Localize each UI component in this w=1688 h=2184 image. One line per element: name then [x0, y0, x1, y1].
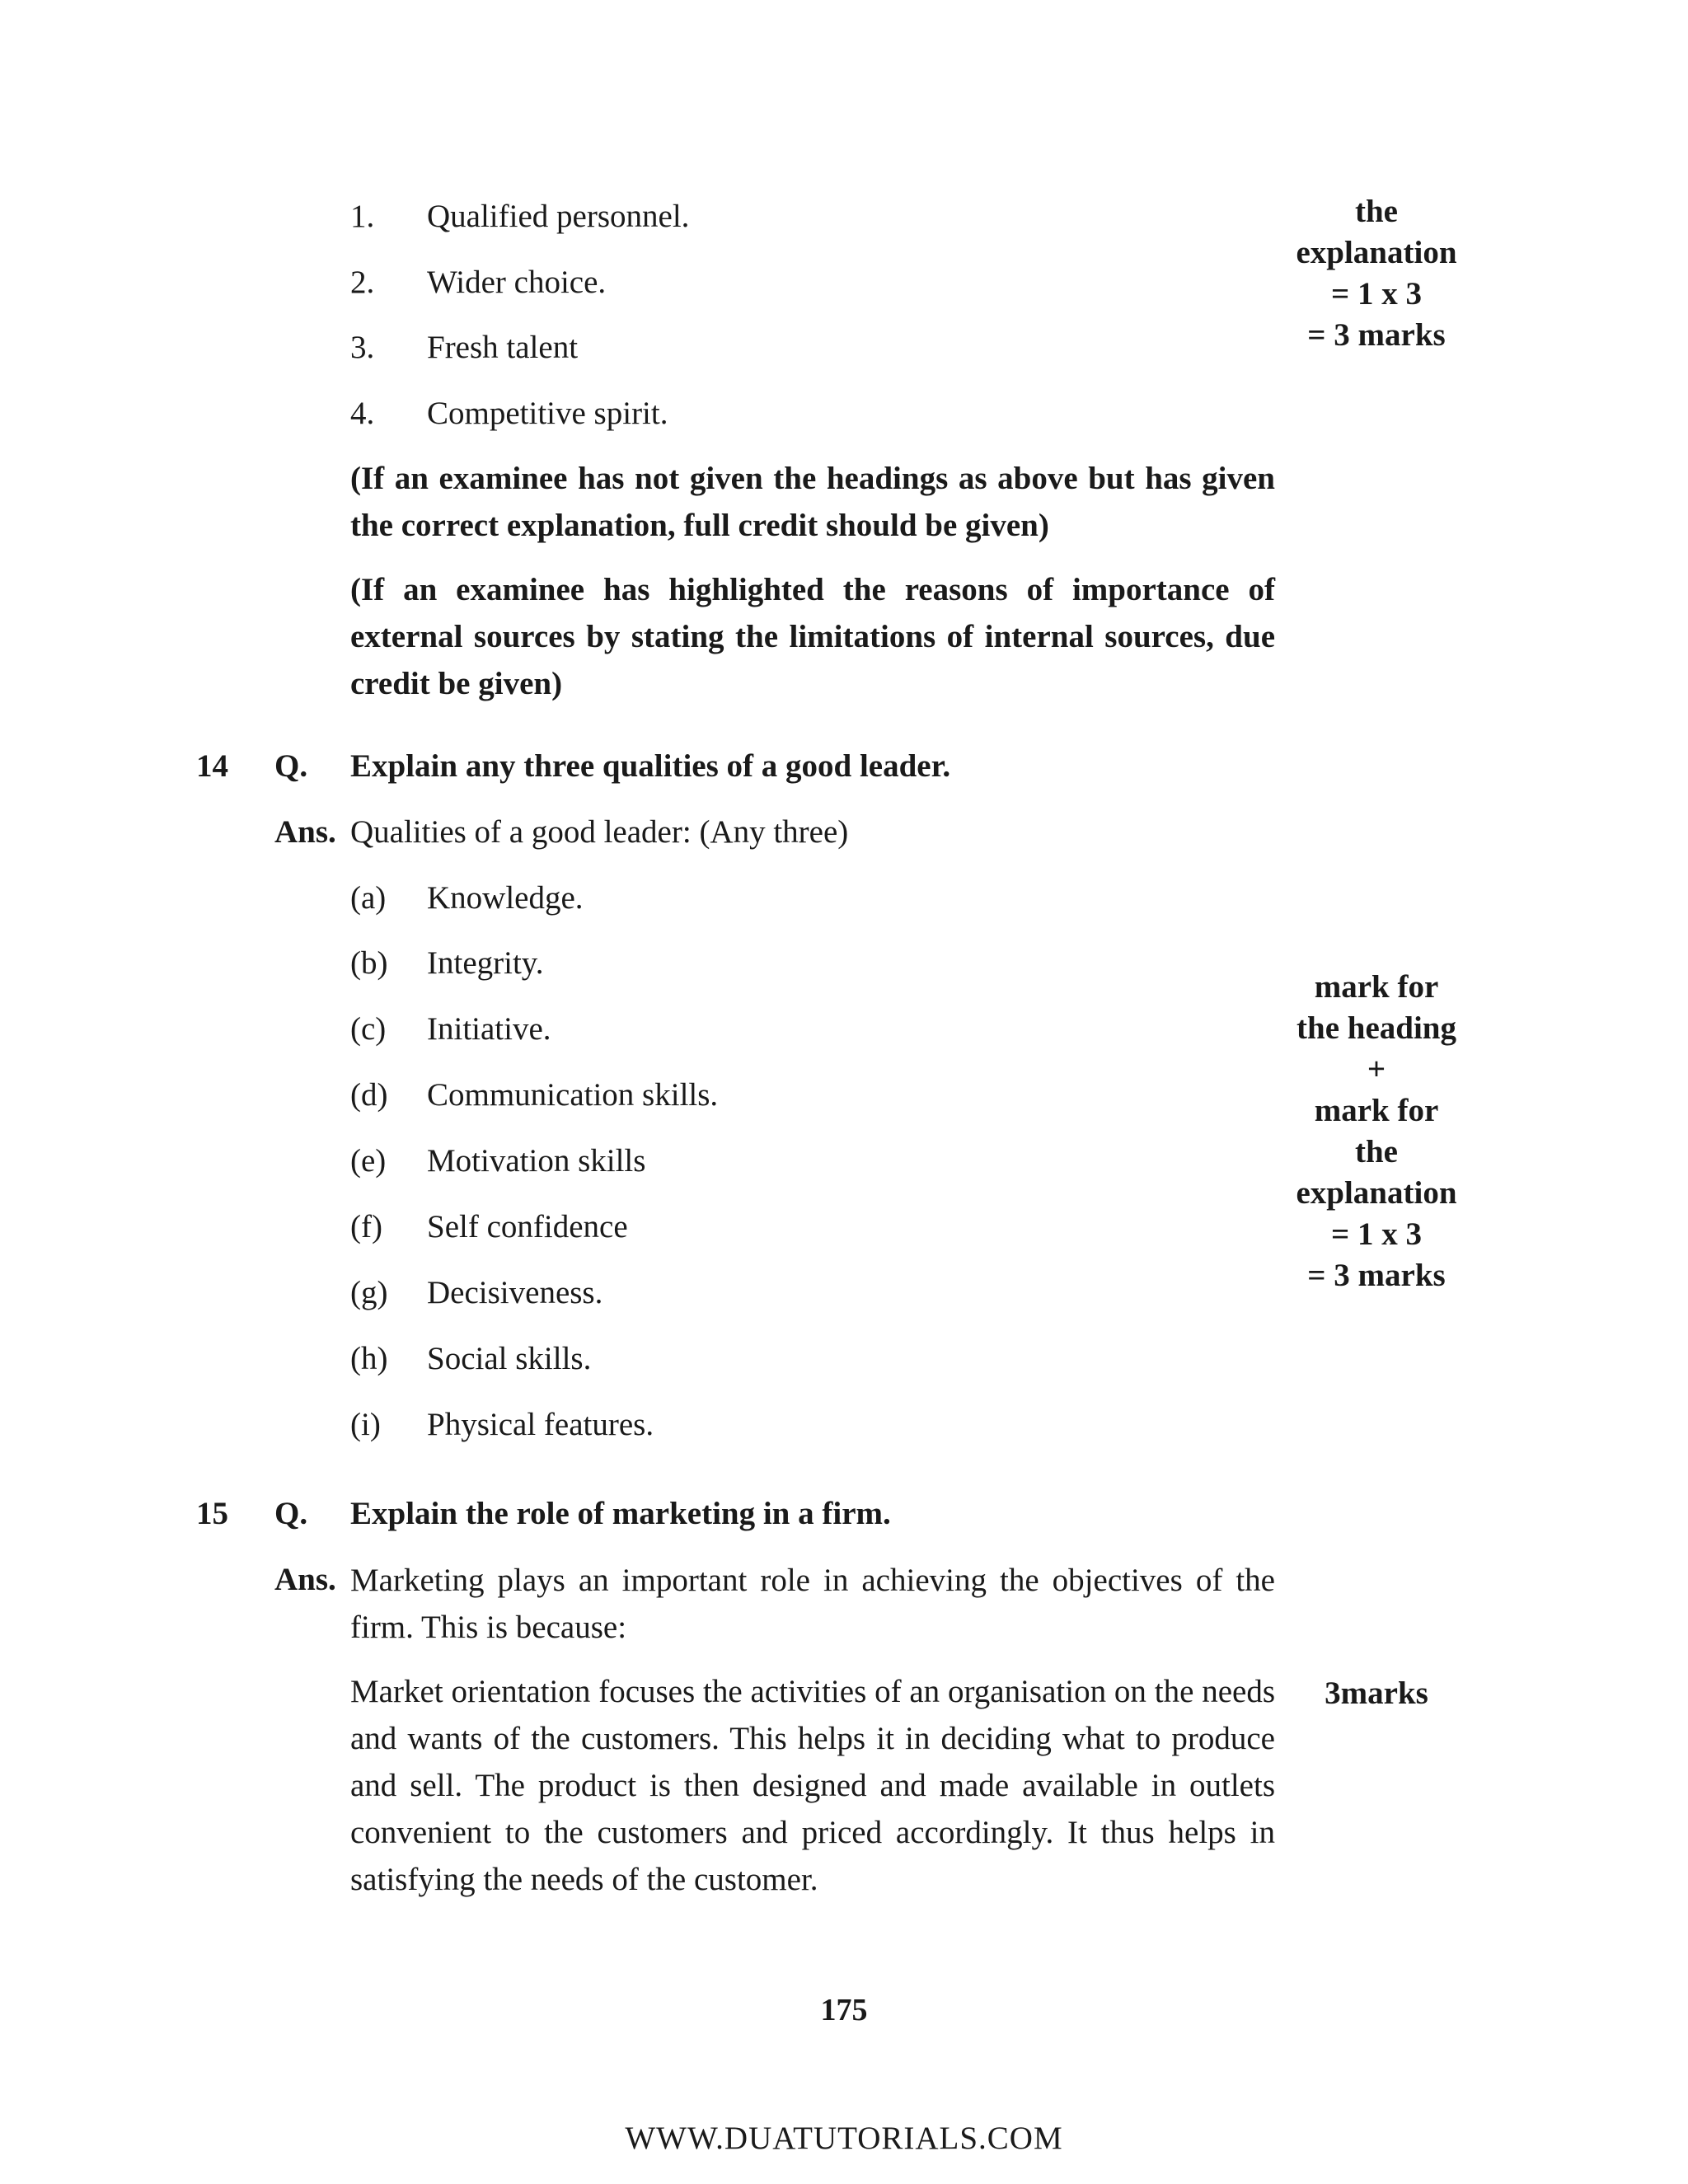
q14-item-g-label: (g): [350, 1275, 388, 1310]
q13-marks-line: = 1 x 3: [1331, 276, 1422, 312]
q13-marks-allocation: [1286, 191, 1467, 356]
q14-marks-line: = 3 marks: [1307, 1258, 1446, 1293]
q13-point-4-text: Competitive spirit.: [427, 396, 668, 431]
q14-item-b-text: Integrity.: [427, 945, 544, 981]
q14-answer-intro: Qualities of a good leader: (Any three): [350, 814, 849, 850]
q14-number: 14: [196, 748, 228, 784]
q14-item-e-label: (e): [350, 1143, 387, 1179]
q14-q-label: Q.: [274, 748, 308, 784]
q13-marks-line: the: [1355, 194, 1398, 229]
q14-item-b-label: (b): [350, 945, 388, 981]
q13-point-2-num: 2.: [350, 265, 375, 300]
q15-answer-intro: Marketing plays an important role in achieving the objectives of the firm. This is because:: [350, 1563, 1275, 1645]
q15-number: 15: [196, 1496, 228, 1531]
q14-item-c-text: Initiative.: [427, 1011, 551, 1047]
q14-marks-allocation: [1286, 967, 1467, 1296]
q14-item-h-label: (h): [350, 1341, 388, 1376]
q14-ans-label: Ans.: [274, 814, 336, 850]
q14-marks-line: the heading: [1296, 1010, 1456, 1046]
q13-note-limitations: (If an examinee has highlighted the reasons of importance of external sources by stating the limitations of internal sources, due credit be given): [350, 572, 1275, 701]
q14-item-f-label: (f): [350, 1209, 382, 1244]
q14-item-e-text: Motivation skills: [427, 1143, 646, 1179]
q13-point-3-text: Fresh talent: [427, 330, 579, 365]
q15-ans-label: Ans.: [274, 1562, 336, 1597]
q14-item-d-text: Communication skills.: [427, 1077, 719, 1113]
q13-point-2-text: Wider choice.: [427, 265, 607, 300]
q15-q-label: Q.: [274, 1496, 308, 1531]
page-number: 175: [820, 1993, 868, 2027]
q14-item-g-text: Decisiveness.: [427, 1275, 603, 1310]
q15-question: Explain the role of marketing in a firm.: [350, 1496, 891, 1531]
q14-item-a-text: Knowledge.: [427, 880, 584, 916]
q14-item-i-label: (i): [350, 1407, 381, 1442]
q13-marks-line: = 3 marks: [1307, 317, 1446, 353]
q13-point-4-num: 4.: [350, 396, 375, 431]
q14-marks-line: mark for: [1314, 1093, 1439, 1128]
q14-item-i-text: Physical features.: [427, 1407, 654, 1442]
q14-item-d-label: (d): [350, 1077, 388, 1113]
q14-marks-line: the: [1355, 1134, 1398, 1169]
q15-marks: 3marks: [1325, 1675, 1428, 1711]
q14-marks-line: = 1 x 3: [1331, 1216, 1422, 1252]
q14-item-a-label: (a): [350, 880, 387, 916]
q14-item-h-text: Social skills.: [427, 1341, 592, 1376]
website-footer: WWW.DUATUTORIALS.COM: [625, 2121, 1063, 2156]
q13-marks-line: explanation: [1296, 235, 1457, 270]
q14-marks-line: mark for: [1314, 969, 1439, 1005]
q14-marks-line: +: [1367, 1052, 1386, 1087]
q14-marks-line: explanation: [1296, 1175, 1457, 1211]
q13-point-1-num: 1.: [350, 199, 375, 234]
q13-note-headings: (If an examinee has not given the headings as above but has given the correct explanation, full credit should be given): [350, 461, 1275, 543]
q14-question: Explain any three qualities of a good leader.: [350, 748, 951, 784]
q14-item-c-label: (c): [350, 1011, 387, 1047]
q15-answer-body: Market orientation focuses the activities of an organisation on the needs and wants of the customers. This helps it in deciding what to produce and sell. The product is then designed and made available in outlets convenient to the customers and priced accordingly. It thus helps in satisfying the needs of the customer.: [350, 1674, 1275, 1897]
q13-point-1-text: Qualified personnel.: [427, 199, 690, 234]
q13-point-3-num: 3.: [350, 330, 375, 365]
q14-item-f-text: Self confidence: [427, 1209, 628, 1244]
